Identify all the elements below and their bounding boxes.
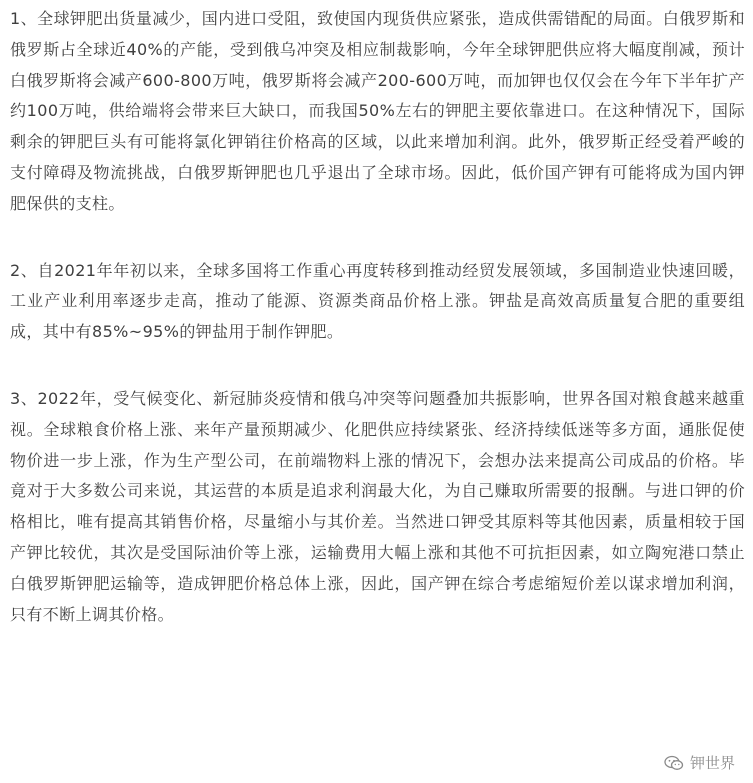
paragraph-2: 2、自2021年年初以来，全球多国将工作重心再度转移到推动经贸发展领域，多国制造业快速回暖，工业产业利用率逐步走高，推动了能源、资源类商品价格上涨。钾盐是高效高质量复合肥的重要组成，其中有85%~95%的钾盐用于制作钾肥。 [10, 260, 745, 342]
paragraph-1: 1、全球钾肥出货量减少，国内进口受阻，致使国内现货供应紧张，造成供需错配的局面。白俄罗斯和俄罗斯占全球近40%的产能，受到俄乌冲突及相应制裁影响，今年全球钾肥供应将大幅度削减，预计白俄罗斯将会减产600-800万吨，俄罗斯将会减产200-600万吨，而加钾也仅仅会在今年下半年扩产约100万吨，供给端将会带来巨大缺口，而我国50%左右的钾肥主要依靠进口。在这种情况下，国际剩余的钾肥巨头有可能将氯化钾销往价格高的区域，以此来增加利润。此外，俄罗斯正经受着严峻的支付障碍及物流挑战，白俄罗斯钾肥也几乎退出了全球市场。因此，低价国产钾有可能将成为国内钾肥保供的支柱。 [10, 9, 745, 213]
article-body [10, 4, 745, 666]
paragraph-3: 3、2022年，受气候变化、新冠肺炎疫情和俄乌冲突等问题叠加共振影响，世界各国对粮食越来越重视。全球粮食价格上涨、来年产量预期减少、化肥供应持续紧张、经济持续低迷等多方面，通胀促使物价进一步上涨，作为生产型公司，在前端物料上涨的情况下，会想办法来提高公司成品的价格。毕竟对于大多数公司来说，其运营的本质是追求利润最大化，为自己赚取所需要的报酬。与进口钾的价格相比，唯有提高其销售价格，尽量缩小与其价差。当然进口钾受其原料等其他因素，质量相较于国产钾比较优，其次是受国际油价等上涨，运输费用大幅上涨和其他不可抗拒因素，如立陶宛港口禁止白俄罗斯钾肥运输等，造成钾肥价格总体上涨，因此，国产钾在综合考虑缩短价差以谋求增加利润，只有不断上调其价格。 [10, 388, 745, 624]
watermark [660, 750, 739, 775]
wechat-icon [664, 755, 684, 771]
watermark-text: 钾世界 [689, 754, 735, 772]
